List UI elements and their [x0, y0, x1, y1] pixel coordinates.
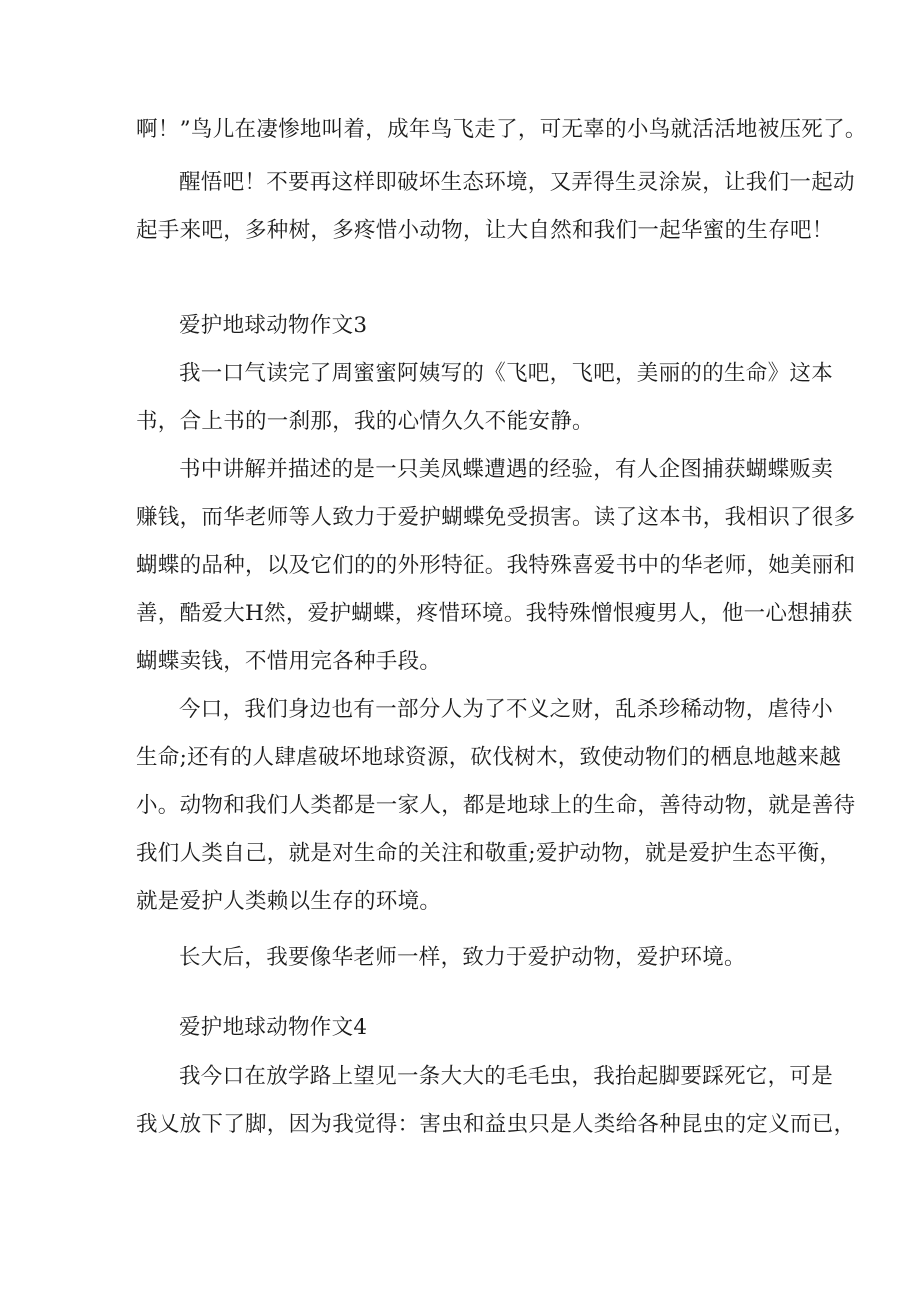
essay3-paragraph-2 — [136, 446, 856, 686]
text-line: 我今口在放学路上望见一条大大的毛毛虫，我抬起脚要踩死它，可是 — [179, 1064, 834, 1089]
text-line: 长大后，我要像华老师一样，致力于爱护动物，爱护环境。 — [179, 945, 746, 970]
text-line: 今口，我们身边也有一部分人为了不义之财，乱杀珍稀动物，虐待小 — [179, 697, 834, 722]
section-heading: 爱护地球动物作文3 — [179, 313, 368, 338]
text-line: 书，合上书的一刹那，我的心情久久不能安静。 — [136, 409, 594, 434]
essay3-paragraph-4 — [136, 934, 796, 982]
text-line: 书中讲解并描述的是一只美凤蝶遭遇的经验，有人企图捕获蝴蝶贩卖 — [179, 457, 834, 482]
essay3-paragraph-1 — [136, 350, 834, 446]
essay3-heading — [136, 302, 796, 350]
text-line: 善，酷爱大H然，爱护蝴蝶，疼惜环境。我特殊憎恨瘦男人，他一心想捕获 — [136, 601, 853, 626]
text-line: 就是爱护人类赖以生存的环境。 — [136, 889, 442, 914]
text-line: 我乂放下了脚，因为我觉得：害虫和益虫只是人类给各种昆虫的定义而已， — [136, 1112, 856, 1137]
text-line: 生命;还有的人肆虐破坏地球资源，砍伐树木，致使动物们的栖息地越来越 — [136, 745, 842, 770]
text-line: 蝴蝶的品种，以及它们的的外形特征。我特殊喜爱书中的华老师，她美丽和 — [136, 553, 856, 578]
previous-essay-ending — [136, 106, 867, 154]
text-line: 蝴蝶卖钱，不惜用完各种手段。 — [136, 649, 442, 674]
essay4-paragraph-1 — [136, 1053, 856, 1149]
text-line: 起手来吧，多种树，多疼惜小动物，让大自然和我们一起华蜜的生存吧！ — [136, 218, 834, 243]
section-heading: 爱护地球动物作文4 — [179, 1015, 368, 1040]
closing-paragraph — [136, 159, 855, 255]
essay3-paragraph-3 — [136, 686, 856, 926]
text-line: 赚钱，而华老师等人致力于爱护蝴蝶免受损害。读了这本书，我相识了很多 — [136, 505, 856, 530]
essay4-heading — [136, 1004, 796, 1052]
text-line: 我一口气读完了周蜜蜜阿姨写的《飞吧，飞吧，美丽的的生命》这本 — [179, 361, 834, 386]
text-line: 我们人类自己，就是对生命的关注和敬重;爱护动物，就是爱护生态平衡， — [136, 841, 842, 866]
text-line: 啊！”鸟儿在凄惨地叫着，成年鸟飞走了，可无辜的小鸟就活活地被压死了。 — [136, 117, 867, 142]
text-line: 小。动物和我们人类都是一家人，都是地球上的生命，善待动物，就是善待 — [136, 793, 856, 818]
text-line: 醒悟吧！不要再这样即破坏生态环境，又弄得生灵涂炭，让我们一起动 — [179, 170, 855, 195]
